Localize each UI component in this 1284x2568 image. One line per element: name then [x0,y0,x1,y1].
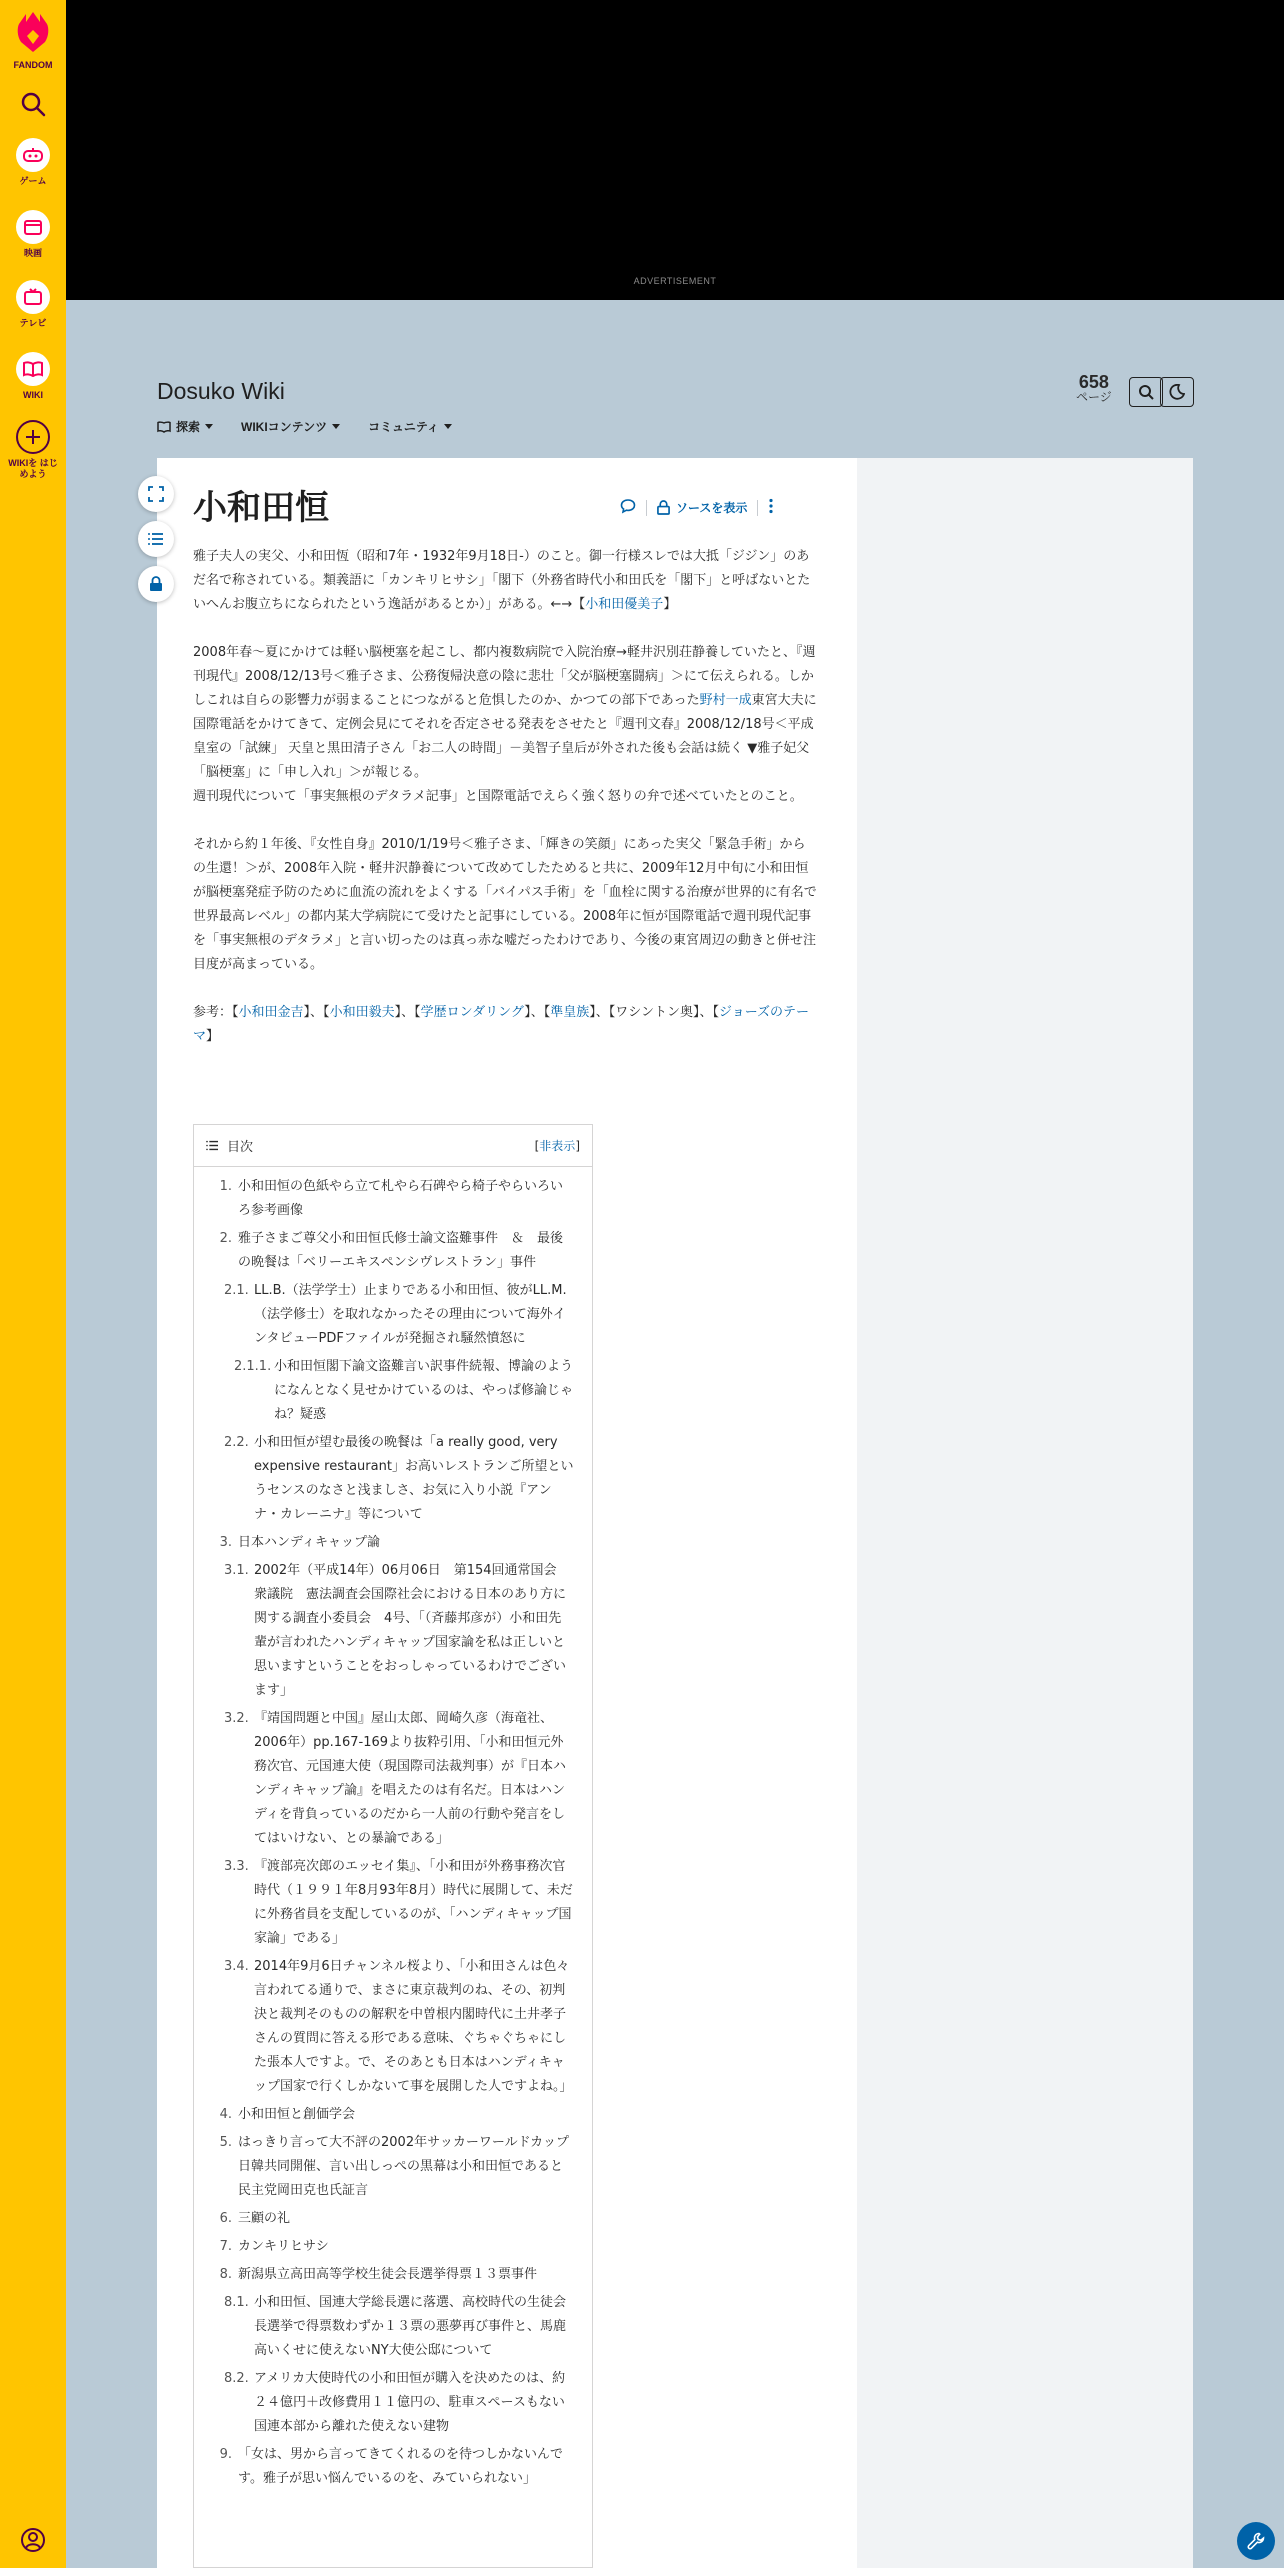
toc-item[interactable] [208,1279,574,1351]
toc-button[interactable] [138,521,174,557]
toc-item[interactable] [208,2207,574,2231]
toc-item-number: 6. [219,2211,232,2226]
nav-wiki-content-label: WIKIコンテンツ [241,420,328,434]
lock-icon [149,576,163,592]
toc-toggle-close: ] [575,1139,580,1153]
fandom-logo[interactable] [0,10,66,71]
divider [646,500,647,516]
paragraph-gendai: 週刊現代について「事実無根のデタラメ記事」と国際電話でえらく強く怒りの弁で述べていたとのこと。 [193,789,803,804]
chevron-down-icon [205,424,213,429]
intro-end: 】 [663,597,677,612]
nav-wiki-content[interactable] [241,418,340,435]
toc-item-text[interactable]: 三顧の礼 [238,2211,291,2226]
toc-item[interactable] [208,1175,574,1223]
right-rail [857,458,1193,2568]
fullscreen-button[interactable] [138,476,174,512]
toc-item-number: 4. [219,2107,232,2122]
nav-start-wiki-label: WIKIを はじめよう [8,458,58,479]
fandom-logo-icon [16,10,50,52]
toc-item[interactable] [208,1955,574,2099]
toc-item-text[interactable]: 小和田恒の色紙やら立て札やら石碑やら椅子やらいろいろ参考画像 [238,1179,564,1218]
toc-item-text[interactable]: 2002年（平成14年）06月06日 第154回通常国会 衆議院 憲法調査会国際社会における日本のあり方に関する調査小委員会 4号、「（斉藤邦彦が）小和田先輩が言われたハンディキャップ国家論を私は正しいと思いますということをおっしゃっているわけでございます」 [254,1563,570,1698]
toc-item-number: 8.1. [224,2295,249,2310]
toc-toggle-open: [ [534,1139,540,1153]
toc-item[interactable] [208,1431,574,1527]
link-ref-4[interactable]: 準皇族 [550,1005,590,1020]
list-icon [148,532,164,546]
toc-item[interactable] [208,2291,574,2363]
lock-icon [657,500,670,515]
toc-item-text[interactable]: 新潟県立高田高等学校生徒会長選挙得票１３票事件 [238,2267,538,2282]
toc-item-number: 3.2. [224,1711,249,1726]
wiki-navigation [157,418,452,435]
page-count [1076,373,1112,403]
user-account-icon[interactable] [17,2524,49,2556]
toc-item-number: 2. [219,1231,232,1246]
toc-item-number: 1. [219,1179,232,1194]
toc-item[interactable] [208,2443,574,2491]
toc-item[interactable] [208,1707,574,1851]
toc-item-text[interactable]: カンキリヒサシ [238,2239,329,2254]
search-icon [1138,384,1154,400]
toc-item[interactable] [208,1227,574,1275]
toc-item[interactable] [208,2263,574,2287]
paragraph-josei-jishin: それから約１年後、『女性自身』2010/1/19号＜雅子さま、「輝きの笑顔」にあった実父「緊急手術」からの生還！＞が、2008年入院・軽井沢静養について改めてしたためると共に、2009年12月中旬に小和田恒が脳梗塞発症予防のために血流の流れをよくする「バイパス手術」を「血栓に関する治療が世界的に有名で世界最高レベル」の都内某大学病院にて受けたと記事にしている。2008年に恒が国際電話で週刊現代記事を「事実無根のデタラメ」と言い切ったのは真っ赤な嘘だったわけであり、今後の東宮周辺の動きと併せ注目度が高まっている。 [193,837,817,972]
table-of-contents [193,1124,593,2568]
p2-part-b: 東宮大夫に国際電話をかけてきて、定例会見にてそれを否定させる発表をさせたと『週刊文春』2008/12/18号＜平成皇室の「試練」 天皇と黒田清子さん「お二人の時間」－美智子皇后が外された後も会話は続く ▼雅子妃父「脳梗塞」に「申し入れ」＞が報じる。 [193,693,817,780]
search-icon[interactable] [17,88,49,120]
toc-item-text[interactable]: 小和田恒と創価学会 [238,2107,356,2122]
nav-community[interactable] [368,418,452,435]
toc-item[interactable] [208,1559,574,1703]
toc-item[interactable] [208,1855,574,1951]
intro-text: 雅子夫人の実父、小和田恆（昭和7年・1932年9月18日-）のこと。御一行様スレでは大抵「ジジン」のあだ名で称されている。類義語に「カンキリヒサシ」「閣下（外務省時代小和田氏を「閣下」と呼ばないとたいへんお腹立ちになられたという逸話があるとか）」がある。←→【 [193,549,811,612]
toc-item-text[interactable]: アメリカ大使時代の小和田恒が購入を決めたのは、約２４億円＋改修費用１１億円の、駐車スペースもない国連本部から離れた使えない建物 [254,2371,566,2434]
refs-prefix: 参考： [193,1005,233,1020]
toc-item-number: 9. [219,2447,232,2462]
toc-item[interactable] [208,1355,574,1427]
nav-explore-label: 探索 [176,420,201,434]
game-controller-icon [16,138,50,172]
toc-item-number: 3. [219,1535,232,1550]
toc-item-number: 2.1.1. [234,1359,272,1374]
toc-item-text[interactable]: 2014年9月6日チャンネル桜より、「小和田さんは色々言われてる通りで、まさに東京裁判のね、その、初判決と裁判そのものの解釈を中曽根内閣時代に土井孝子さんの質問に答える形である意味、ぐちゃぐちゃにした張本人ですよ。で、そのあとも日本はハンディキャップ国家で行くしかないて事を展開した人ですよね。」 [254,1959,573,2094]
toc-item-number: 3.4. [224,1959,249,1974]
link-ref-1[interactable]: 小和田金吉 [238,1005,304,1020]
theme-toggle-button[interactable] [1160,377,1194,407]
chevron-down-icon [444,424,452,429]
toc-item-text[interactable]: 小和田恒閣下論文盗難言い訳事件続報、博論のようになんとなく見せかけているのは、やっぱ修論じゃね？疑惑 [274,1359,574,1422]
toc-item[interactable] [208,2235,574,2259]
toc-hide-link[interactable]: 非表示 [539,1139,576,1153]
talk-button[interactable] [620,498,636,517]
nav-tv-label: テレビ [19,318,47,328]
wrench-icon [1247,2532,1265,2550]
toc-toggle[interactable] [535,1137,580,1154]
toc-item-number: 3.1. [224,1563,249,1578]
nav-movies[interactable] [0,210,66,259]
toc-list [194,1167,592,2491]
ref-plain: ワシントン奥 [615,1005,693,1020]
page-actions [620,498,774,517]
divider [757,500,758,516]
speech-bubble-icon [620,498,636,514]
nav-movies-label: 映画 [23,248,42,258]
nav-explore[interactable] [157,418,213,435]
toc-item-number: 2.1. [224,1283,249,1298]
toc-item-number: 2.2. [224,1435,249,1450]
toc-item-text[interactable]: LL.B.（法学学士）止まりである小和田恒、彼がLL.M.（法学修士）を取れなかったその理由について海外インタビューPDFファイルが発掘され騒然憤怒に [254,1283,567,1346]
wiki-name[interactable]: Dosuko Wiki [157,378,285,404]
protection-lock-button[interactable] [138,566,174,602]
explore-book-icon [157,421,171,433]
edit-tools-button[interactable] [1237,2522,1275,2560]
book-icon [16,352,50,386]
article-content [193,545,818,1073]
link-ref-6[interactable]: ジョーズのテーマ [193,1005,810,1044]
nav-community-label: コミュニティ [368,420,439,434]
toc-item-number: 8. [219,2267,232,2282]
moon-icon [1169,384,1185,400]
page-title: 小和田恒 [193,488,329,528]
expand-icon [148,486,164,502]
toc-item-text[interactable]: 日本ハンディキャップ論 [238,1535,380,1550]
toc-item[interactable] [208,1531,574,1555]
paragraph-intro [193,545,818,617]
toc-item-text[interactable]: はっきり言って大不評の2002年サッカーワールドカップ日韓共同開催、言い出しっぺの黒幕は小和田恒であると民主党岡田克也氏証言 [238,2135,570,2198]
plus-icon [16,420,50,454]
toc-item-text[interactable]: 「女は、男から言ってきてくれるのを待つしかないんです。雅子が思い悩んでいるのを、みていられない」 [238,2447,564,2486]
toc-item-number: 5. [219,2135,232,2150]
film-icon [16,210,50,244]
toc-item[interactable] [208,2367,574,2439]
paragraph-references: 参考：【小和田金吉】、【小和田毅夫】、【学歴ロンダリング】、【準皇族】、【ワシントン奥】、【ジョーズのテーマ】 [193,1005,810,1044]
toc-item-number: 7. [219,2239,232,2254]
toc-item-text[interactable]: 小和田恒、国連大学総長選に落選、高校時代の生徒会長選挙で得票数わずか１３票の悪夢再び事件と、馬鹿高いくせに使えないNY大使公邸について [254,2295,567,2358]
link-owada-yumiko[interactable]: 小和田優美子 [585,597,664,612]
nav-games-label: ゲーム [19,176,47,186]
wiki-search-button[interactable] [1129,377,1163,407]
toc-item-text[interactable]: 『靖国問題と中国』屋山太郎、岡崎久彦（海竜社、2006年）pp.167-169より抜粋引用、「小和田恒元外務次官、元国連大使（現国際司法裁判事）が『日本ハンディキャップ論』を唱えたのは有名だ。日本はハンディを背負っているのだから一人前の行動や発言をしてはいけない、との暴論である」 [254,1711,567,1846]
toc-item[interactable] [208,2131,574,2203]
fandom-logo-label: FANDOM [13,60,53,70]
paragraph-2008 [193,641,818,785]
p2-part-a: 2008年春～夏にかけては軽い脳梗塞を起こし、都内複数病院で入院治療→軽井沢別荘静養していたと、『週刊現代』2008/12/13号＜雅子さま、公務復帰決意の陰に悲壮「父が脳梗塞闘病」＞にて伝えられる。しかしこれは自らの影響力が弱まることにつながると危惧したのか、かつての部下であった [193,645,816,708]
page-count-number: 658 [1078,372,1109,392]
nav-start-wiki[interactable] [0,420,66,480]
nav-wiki[interactable] [0,352,66,401]
toc-item-number: 3.3. [224,1859,249,1874]
list-icon [206,1140,219,1151]
link-ref-3[interactable]: 学歴ロンダリング [420,1005,525,1020]
global-navigation [0,0,66,2568]
toc-item-text[interactable]: 『渡部亮次郎のエッセイ集』、「小和田が外務事務次官時代（１９９１年8月93年8月）時代に展開して、未だに外務省員を支配しているのが、「ハンディキャップ国家論」である」 [254,1859,573,1946]
toc-item-number: 8.2. [224,2371,249,2386]
nav-tv[interactable] [0,280,66,329]
toc-item-text[interactable]: 雅子さまご尊父小和田恒氏修士論文盗難事件 ＆ 最後の晩餐は「ベリーエキスペンシヴレストラン」事件 [238,1231,564,1270]
toc-item-text[interactable]: 小和田恒が望む最後の晩餐は「a really good, very expensive restaurant」お高いレストランご所望というセンスのなさと浅ましさ、お気に入り小説『アンナ・カレーニナ』等について [254,1435,574,1522]
page-count-unit: ページ [1076,390,1112,404]
tv-icon [16,280,50,314]
toc-header [194,1125,592,1167]
more-options-button[interactable] [768,498,774,517]
view-source-label: ソースを表示 [676,501,748,515]
link-nomura-issei[interactable]: 野村一成 [699,693,752,708]
toc-title: 目次 [227,1140,254,1155]
advertisement-banner[interactable] [66,0,1284,300]
nav-wiki-label: WIKI [23,390,43,400]
nav-games[interactable] [0,138,66,187]
chevron-down-icon [332,424,340,429]
view-source-button[interactable] [657,499,747,516]
link-ref-2[interactable]: 小和田毅夫 [329,1005,395,1020]
more-vertical-icon [768,498,774,514]
toc-item[interactable] [208,2103,574,2127]
advertisement-label: ADVERTISEMENT [633,276,717,286]
